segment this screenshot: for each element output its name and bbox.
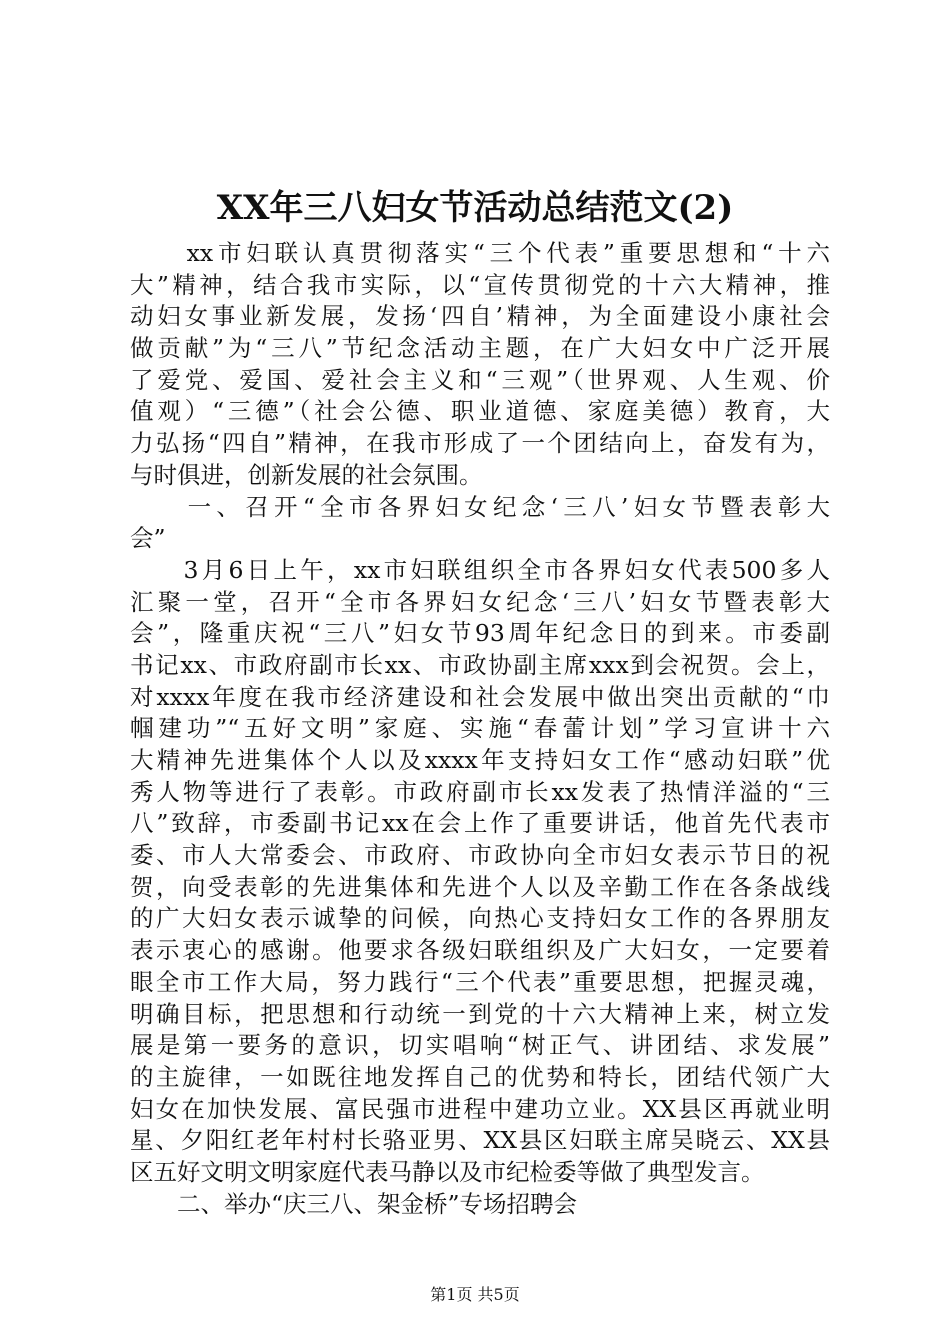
body-line: xx市妇联认真贯彻落实“三个代表”重要思想和“十六 xyxy=(130,239,830,267)
body-line: 的主旋律，一如既往地发挥自己的优势和特长，团结代领广大 xyxy=(130,1062,830,1091)
body-line: 动妇女事业新发展，发扬‘四自’精神，为全面建设小康社会 xyxy=(130,302,830,331)
body-line: 展是第一要务的意识，切实唱响“树正气、讲团结、求发展” xyxy=(130,1031,830,1060)
body-line: 区五好文明文明家庭代表马静以及市纪检委等做了典型发言。 xyxy=(130,1157,765,1186)
body-line: 明确目标，把思想和行动统一到党的十六大精神上来，树立发 xyxy=(130,999,830,1028)
body-line: 眼全市工作大局，努力践行“三个代表”重要思想，把握灵魂， xyxy=(130,967,830,996)
body-line: 汇聚一堂，召开“全市各界妇女纪念‘三八’妇女节暨表彰大 xyxy=(130,587,830,616)
body-line: 贺，向受表彰的先进集体和先进个人以及辛勤工作在各条战线 xyxy=(130,872,830,901)
body-line: 大精神先进集体个人以及xxxx年支持妇女工作“感动妇联”优 xyxy=(130,746,830,774)
body-line: 一、召开“全市各界妇女纪念‘三八’妇女节暨表彰大 xyxy=(130,492,830,521)
body-line: 星、夕阳红老年村村长骆亚男、XX县区妇联主席吴晓云、XX县 xyxy=(130,1126,830,1155)
body-line: 值观）“三德”（社会公德、职业道德、家庭美德）教育，大 xyxy=(130,397,830,426)
body-line: 书记xx、市政府副市长xx、市政协副主席xxx到会祝贺。会上， xyxy=(130,650,830,679)
body-line: 妇女在加快发展、富民强市进程中建功立业。XX县区再就业明 xyxy=(130,1094,830,1123)
body-line: 大”精神，结合我市实际，以“宣传贯彻党的十六大精神，推 xyxy=(130,270,830,299)
body-line: 的广大妇女表示诚挚的问候，向热心支持妇女工作的各界朋友 xyxy=(130,904,830,933)
body-line: 3月6日上午，xx市妇联组织全市各界妇女代表500多人 xyxy=(130,555,830,584)
document-body xyxy=(130,238,830,1220)
body-line: 二、举办“庆三八、架金桥”专场招聘会 xyxy=(130,1189,578,1218)
document-title: XX年三八妇女节活动总结范文(2) xyxy=(216,188,734,228)
body-line: 委、市人大常委会、市政府、市政协向全市妇女表示节日的祝 xyxy=(130,841,830,870)
body-line: 做贡献”为“三八”节纪念活动主题，在广大妇女中广泛开展 xyxy=(130,334,830,363)
body-line: 与时俱进，创新发展的社会氛围。 xyxy=(130,460,483,489)
page-footer: 第1页 共5页 xyxy=(430,1285,520,1304)
body-line: 会” xyxy=(130,524,166,553)
body-line: 表示衷心的感谢。他要求各级妇联组织及广大妇女，一定要着 xyxy=(130,936,830,965)
body-line: 会”，隆重庆祝“三八”妇女节93周年纪念日的到来。市委副 xyxy=(130,619,830,648)
body-line: 八”致辞，市委副书记xx在会上作了重要讲话，他首先代表市 xyxy=(130,809,830,838)
body-line: 对xxxx年度在我市经济建设和社会发展中做出突出贡献的“巾 xyxy=(130,682,830,711)
body-line: 帼建功”“五好文明”家庭、实施“春蕾计划”学习宣讲十六 xyxy=(130,714,830,743)
body-line: 秀人物等进行了表彰。市政府副市长xx发表了热情洋溢的“三 xyxy=(130,777,830,806)
body-line: 了爱党、爱国、爱社会主义和“三观”（世界观、人生观、价 xyxy=(130,365,830,394)
body-line: 力弘扬“四自”精神，在我市形成了一个团结向上，奋发有为， xyxy=(130,429,830,458)
